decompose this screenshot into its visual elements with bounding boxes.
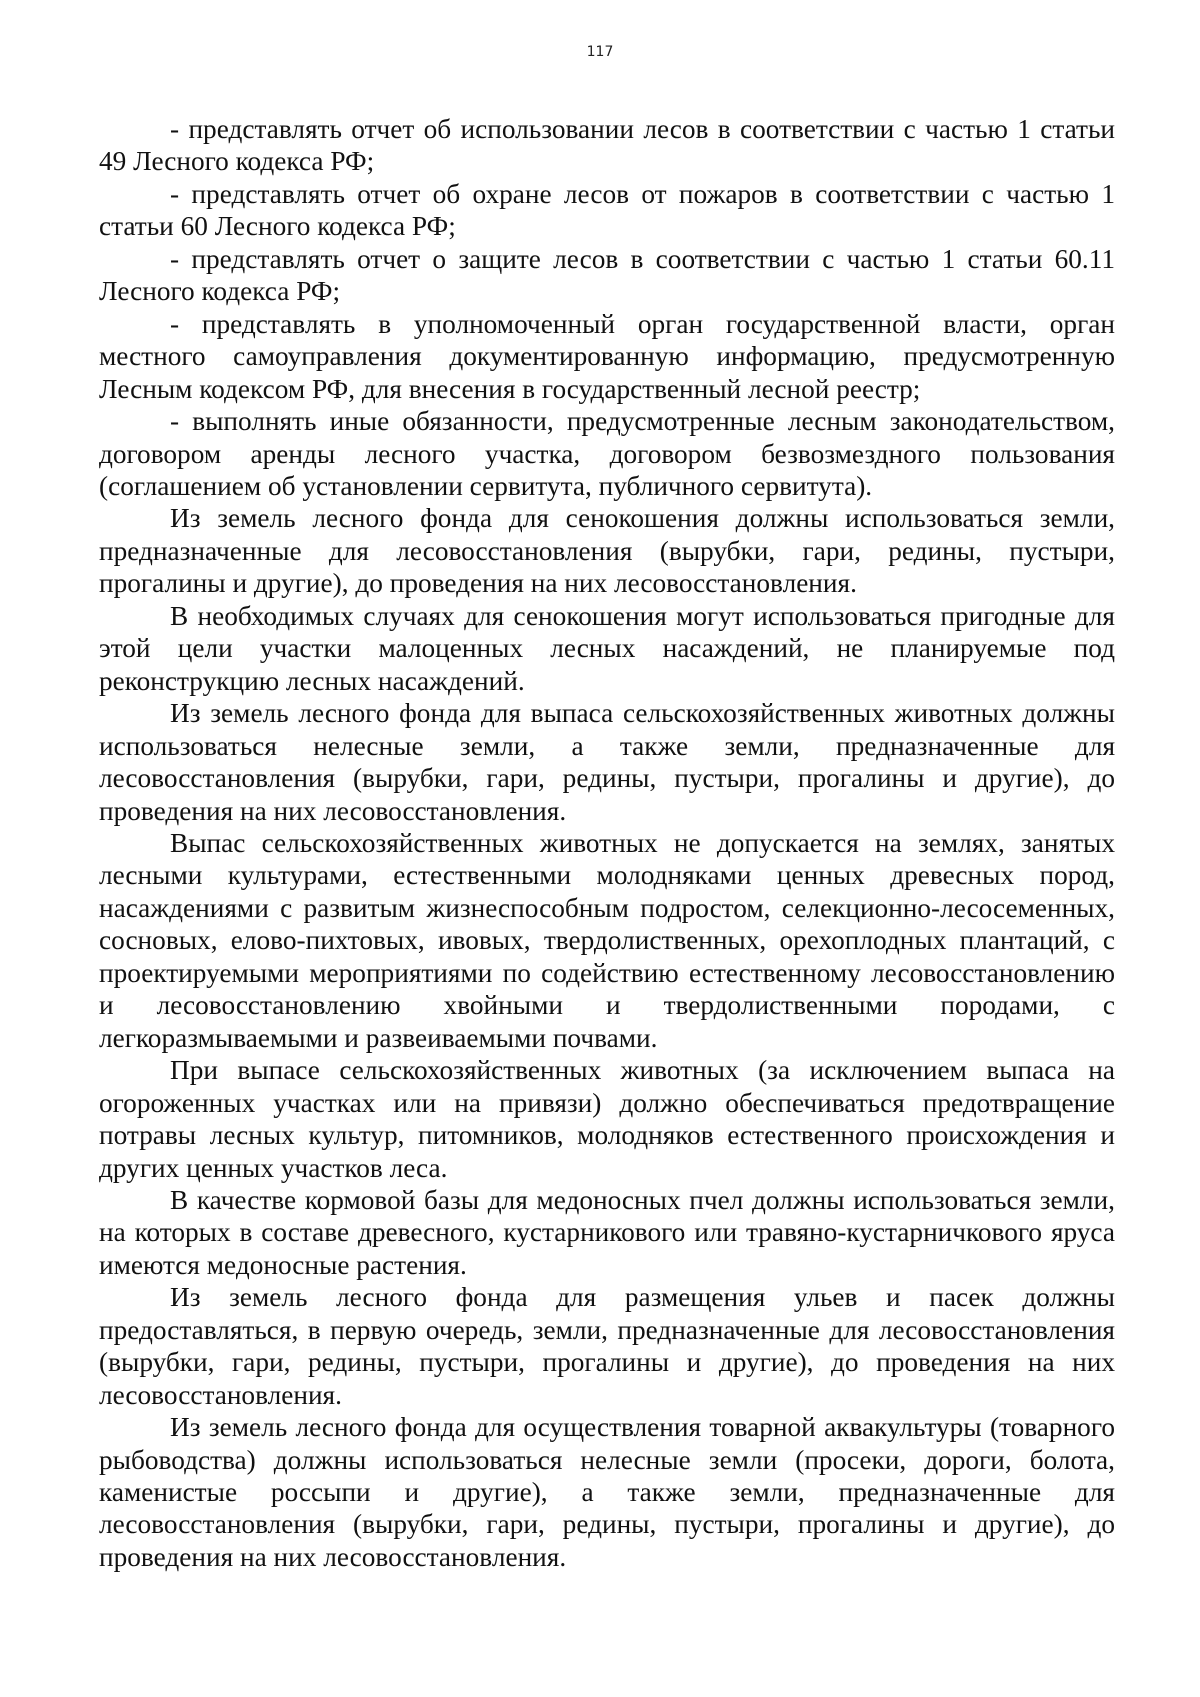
paragraph-report-forest-use: - представлять отчет об использовании лесов в соответствии с частью 1 статьи 49 Лесного кодекса РФ; [99, 114, 1115, 177]
page-number: 117 [586, 44, 614, 60]
paragraph-report-fire-protection: - представлять отчет об охране лесов от пожаров в соответствии с частью 1 статьи 60 Лесного кодекса РФ; [99, 178, 1115, 242]
paragraph-forest-registry-info: - представлять в уполномоченный орган государственной власти, орган местного самоуправления документированную информацию, предусмотренную Лесным кодексом РФ, для внесения в государственный лесной реестр; [99, 308, 1115, 404]
paragraph-haymaking-lands: Из земель лесного фонда для сенокошения должны использоваться земли, предназначенные для лесовосстановления (вырубки, гари, редины, пустыри, прогалины и другие), до проведения на них лесовосстановления. [99, 503, 1115, 599]
paragraph-honey-bee-forage: В качестве кормовой базы для медоносных пчел должны использоваться земли, на которых в составе древесного, кустарникового или травяно-кустарничкового яруса имеются медоносные растения. [99, 1184, 1115, 1280]
paragraph-aquaculture: Из земель лесного фонда для осуществления товарной аквакультуры (товарного рыбоводства) должны использоваться нелесные земли (просеки, дороги, болота, каменистые россыпи и другие), а также земли, предназначенные для лесовосстановления (вырубки, гари, редины, пустыри, прогалины и другие), до проведения на них лесовосстановления. [99, 1412, 1115, 1572]
paragraph-report-forest-protection: - представлять отчет о защите лесов в соответствии с частью 1 статьи 60.11 Лесного кодекса РФ; [99, 243, 1115, 307]
paragraph-beehives-apiaries: Из земель лесного фонда для размещения ульев и пасек должны предоставляться, в первую очередь, земли, предназначенные для лесовосстановления (вырубки, гари, редины, пустыри, прогалины и другие), до проведения на них лесовосстановления. [99, 1282, 1115, 1410]
paragraph-grazing-prohibited: Выпас сельскохозяйственных животных не допускается на землях, занятых лесными культурами, естественными молодняками ценных древесных пород, насаждениями с развитым жизнеспособным подростом, селекционно-лесосеменных, сосновых, елово-пихтовых, ивовых, твердолиственных, орехоплодных плантаций, с проектируемыми мероприятиями по содействию естественному лесовосстановлению и лесовосстановлению хвойными и твердолиственными породами, с легкоразмываемыми и развеиваемыми почвами. [99, 827, 1115, 1053]
paragraph-grazing-lands: Из земель лесного фонда для выпаса сельскохозяйственных животных должны использоваться нелесные земли, а также земли, предназначенные для лесовосстановления (вырубки, гари, редины, пустыри, прогалины и другие), до проведения на них лесовосстановления. [99, 698, 1115, 826]
paragraph-haymaking-low-value-stands: В необходимых случаях для сенокошения могут использоваться пригодные для этой цели участки малоценных лесных насаждений, не планируемые под реконструкцию лесных насаждений. [99, 600, 1115, 696]
paragraph-grazing-damage-prevention: При выпасе сельскохозяйственных животных (за исключением выпаса на огороженных участках или на привязи) должно обеспечиваться предотвращение потравы лесных культур, питомников, молодняков естественного происхождения и других ценных участков леса. [99, 1055, 1115, 1183]
document-body [99, 113, 1115, 1573]
paragraph-other-obligations: - выполнять иные обязанности, предусмотренные лесным законодательством, договором аренды лесного участка, договором безвозмездного пользования (соглашением об установлении сервитута, публичного сервитута). [99, 406, 1115, 501]
